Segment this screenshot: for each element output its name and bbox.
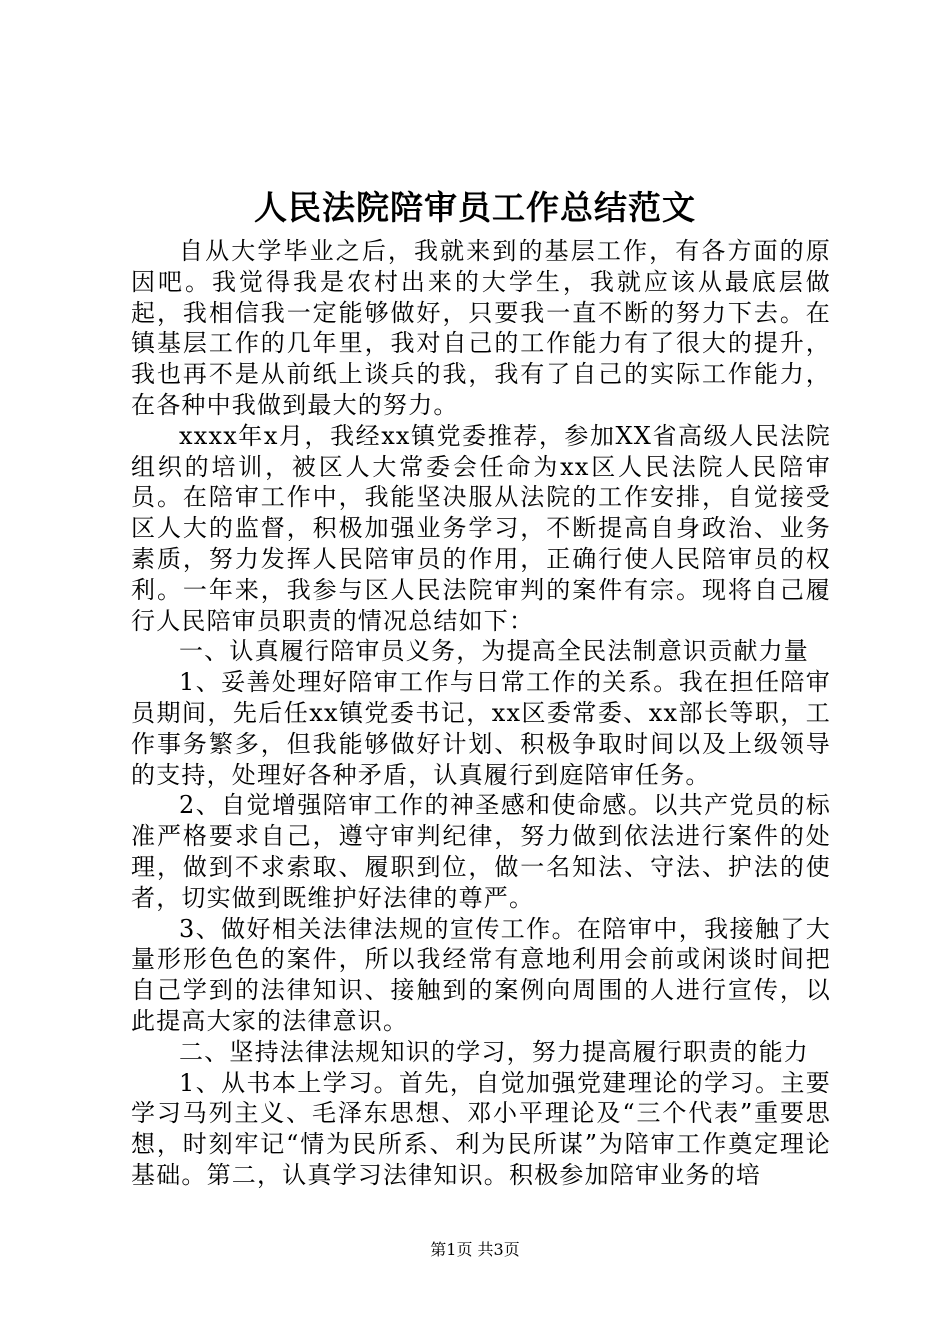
document-title: 人民法院陪审员工作总结范文	[254, 188, 696, 227]
paragraph: 1、妥善处理好陪审工作与日常工作的关系。我在担任陪审员期间，先后任xx镇党委书记，xx区委常委、xx部长等职，工作事务繁多，但我能够做好计划、积极争取时间以及上级领导的支持，处理好各种矛盾，认真履行到庭陪审任务。	[131, 668, 831, 789]
paragraph: 3、做好相关法律法规的宣传工作。在陪审中，我接触了大量形形色色的案件，所以我经常有意地利用会前或闲谈时间把自己学到的法律知识、接触到的案例向周围的人进行宣传，以此提高大家的法律意识。	[131, 914, 831, 1035]
section-heading: 二、坚持法律法规知识的学习，努力提高履行职责的能力	[179, 1037, 809, 1066]
paragraph: xxxx年x月，我经xx镇党委推荐，参加XX省高级人民法院组织的培训，被区人大常委会任命为xx区人民法院人民陪审员。在陪审工作中，我能坚决服从法院的工作安排，自觉接受区人大的监督，积极加强业务学习，不断提高自身政治、业务素质，努力发挥人民陪审员的作用，正确行使人民陪审员的权利。一年来，我参与区人民法院审判的案件有宗。现将自己履行人民陪审员职责的情况总结如下：	[131, 421, 831, 635]
paragraph: 2、自觉增强陪审工作的神圣感和使命感。以共产党员的标准严格要求自己，遵守审判纪律，努力做到依法进行案件的处理，做到不求索取、履职到位，做一名知法、守法、护法的使者，切实做到既维护好法律的尊严。	[131, 791, 831, 912]
paragraph: 自从大学毕业之后，我就来到的基层工作，有各方面的原因吧。我觉得我是农村出来的大学生，我就应该从最底层做起，我相信我一定能够做好，只要我一直不断的努力下去。在镇基层工作的几年里，我对自己的工作能力有了很大的提升，我也再不是从前纸上谈兵的我，我有了自己的实际工作能力，在各种中我做到最大的努力。	[131, 237, 831, 419]
paragraph: 1、从书本上学习。首先，自觉加强党建理论的学习。主要学习马列主义、毛泽东思想、邓小平理论及“三个代表”重要思想，时刻牢记“情为民所系、利为民所谋”为陪审工作奠定理论基础。第二，认真学习法律知识。积极参加陪审业务的培	[131, 1068, 831, 1189]
page-number-footer: 第1页 共3页	[430, 1240, 520, 1259]
section-heading: 一、认真履行陪审员义务，为提高全民法制意识贡献力量	[179, 637, 809, 666]
document-body	[131, 236, 831, 1191]
